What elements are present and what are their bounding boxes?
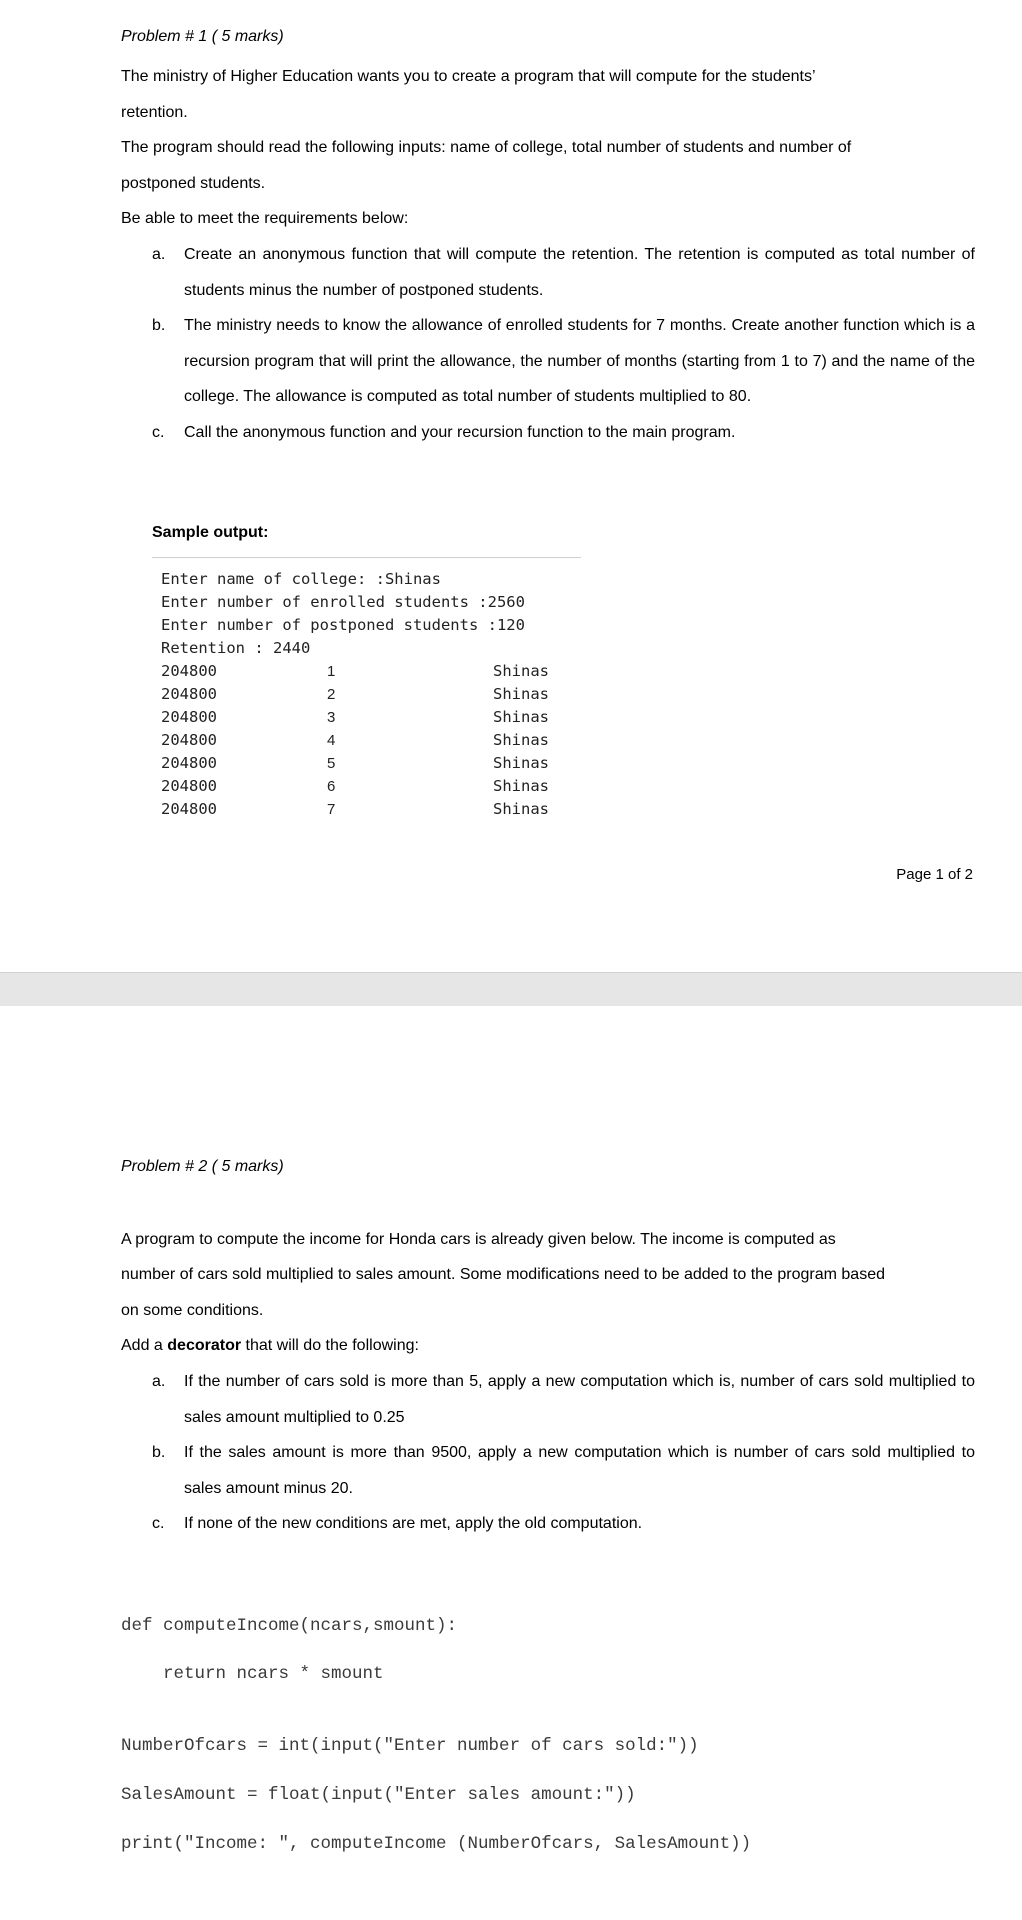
problem-2-decorator-instruction [121,1328,975,1364]
decorator-prefix: Add a [121,1337,168,1354]
condition-c [121,1506,975,1542]
console-line-college: Enter name of college: :Shinas [161,570,441,588]
allowance-value: 204800 [161,685,217,703]
page-number: Page 1 of 2 [896,866,973,883]
sample-output-divider [152,557,581,558]
allowance-row [161,683,561,706]
requirement-c-text: Call the anonymous function and your recursion function to the main program. [184,423,736,441]
list-marker: c. [152,423,165,441]
requirement-c [121,415,975,451]
sample-console-output [161,568,525,660]
list-marker: b. [152,317,166,334]
month-value: 7 [327,801,336,818]
college-value: Shinas [493,685,549,703]
problem-1-requirements-list [121,237,975,450]
sample-output-title: Sample output: [152,524,269,541]
console-line-retention: Retention : 2440 [161,639,311,657]
allowance-output-table [161,660,561,821]
allowance-value: 204800 [161,754,217,772]
allowance-value: 204800 [161,662,217,680]
month-value: 3 [327,709,336,726]
condition-a [121,1364,975,1435]
month-value: 5 [327,755,336,772]
problem-2-heading: Problem # 2 ( 5 marks) [121,1158,284,1175]
allowance-row [161,775,561,798]
college-value: Shinas [493,800,549,818]
month-value: 2 [327,686,336,703]
problem-2-conditions-list [121,1364,975,1542]
allowance-value: 204800 [161,731,217,749]
requirement-b-text: The ministry needs to know the allowance of enrolled students for 7 months. Create another function which is a recursion program that will print the allowance, the number of months (starting from 1 to 7) and the name of the college. The allowance is computed as total number of students multiplied to 80. [184,317,975,405]
allowance-row [161,729,561,752]
month-value: 6 [327,778,336,795]
allowance-row [161,798,561,821]
list-marker: b. [152,1444,166,1461]
allowance-value: 204800 [161,777,217,795]
code-line-salesamount: SalesAmount = float(input("Enter sales amount:")) [121,1785,636,1805]
problem-2-intro-line-1: A program to compute the income for Honda cars is already given below. The income is computed as [121,1231,836,1248]
college-value: Shinas [493,708,549,726]
problem-2-intro-line-2: number of cars sold multiplied to sales amount. Some modifications need to be added to the program based [121,1266,885,1283]
month-value: 4 [327,732,336,749]
problem-1-intro-line-4: postponed students. [121,175,266,192]
requirement-a [121,237,975,308]
console-line-postponed: Enter number of postponed students :120 [161,616,525,634]
college-value: Shinas [493,662,549,680]
problem-1-intro-line-1: The ministry of Higher Education wants you to create a program that will compute for the students’ [121,68,816,85]
requirement-b [121,308,975,415]
requirement-a-text: Create an anonymous function that will compute the retention. The retention is computed as total number of students minus the number of postponed students. [184,246,975,299]
list-marker: c. [152,1515,165,1532]
allowance-row [161,706,561,729]
condition-c-text: If none of the new conditions are met, apply the old computation. [184,1515,643,1532]
condition-a-text: If the number of cars sold is more than 5, apply a new computation which is, number of cars sold multiplied to sales amount multiplied to 0.25 [184,1373,975,1426]
problem-2-intro-line-3: on some conditions. [121,1302,264,1319]
problem-1-heading: Problem # 1 ( 5 marks) [121,28,284,45]
list-marker: a. [152,246,166,263]
decorator-suffix: that will do the following: [241,1337,419,1354]
code-line-return: return ncars * smount [121,1664,384,1684]
problem-1-intro-line-3: The program should read the following inputs: name of college, total number of students and number of [121,139,852,156]
condition-b-text: If the sales amount is more than 9500, apply a new computation which is number of cars sold multiplied to sales amount minus 20. [184,1444,975,1497]
decorator-keyword: decorator [167,1337,242,1354]
console-line-enrolled: Enter number of enrolled students :2560 [161,593,525,611]
allowance-value: 204800 [161,800,217,818]
problem-1-intro-line-2: retention. [121,104,188,121]
code-line-numberofcars: NumberOfcars = int(input("Enter number of cars sold:")) [121,1736,699,1756]
college-value: Shinas [493,754,549,772]
page-separator [0,972,1022,1007]
allowance-value: 204800 [161,708,217,726]
month-value: 1 [327,663,336,680]
college-value: Shinas [493,777,549,795]
document-page-2 [0,1006,1022,1920]
allowance-row [161,660,561,683]
problem-1-intro-line-5: Be able to meet the requirements below: [121,210,409,227]
code-line-print: print("Income: ", computeIncome (NumberOfcars, SalesAmount)) [121,1834,752,1854]
code-line-def: def computeIncome(ncars,smount): [121,1616,458,1636]
allowance-row [161,752,561,775]
college-value: Shinas [493,731,549,749]
list-marker: a. [152,1373,166,1390]
condition-b [121,1435,975,1506]
